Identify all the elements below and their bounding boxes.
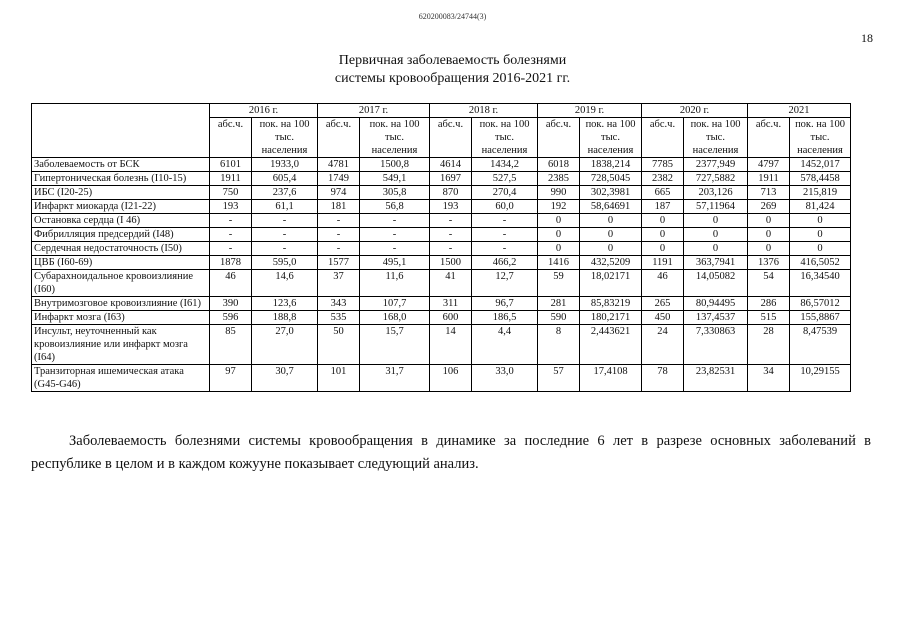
abs-count-cell: 8: [538, 325, 580, 365]
rate-cell: -: [472, 214, 538, 228]
abs-count-cell: 1416: [538, 256, 580, 270]
abs-count-cell: 1911: [210, 172, 252, 186]
rate-cell: 96,7: [472, 297, 538, 311]
abs-count-cell: 0: [642, 214, 684, 228]
abs-count-cell: 7785: [642, 158, 684, 172]
abs-count-cell: 193: [210, 200, 252, 214]
abs-count-cell: 0: [538, 214, 580, 228]
abs-count-cell: 4781: [318, 158, 360, 172]
rate-cell: 23,82531: [684, 365, 748, 392]
abs-count-cell: 286: [748, 297, 790, 311]
abs-count-cell: 590: [538, 311, 580, 325]
rate-cell: 56,8: [360, 200, 430, 214]
rate-cell: 305,8: [360, 186, 430, 200]
abs-count-cell: 1376: [748, 256, 790, 270]
rate-cell: 30,7: [252, 365, 318, 392]
abs-count-cell: 46: [210, 270, 252, 297]
abs-count-cell: 1577: [318, 256, 360, 270]
abs-count-cell: 535: [318, 311, 360, 325]
abs-count-cell: 37: [318, 270, 360, 297]
rate-cell: -: [472, 242, 538, 256]
table-row: [32, 186, 851, 200]
abs-count-cell: 596: [210, 311, 252, 325]
year-header: 2016 г.: [210, 104, 318, 118]
rate-cell: 2377,949: [684, 158, 748, 172]
abs-count-cell: 515: [748, 311, 790, 325]
abs-count-cell: 265: [642, 297, 684, 311]
rate-cell: 270,4: [472, 186, 538, 200]
abs-count-cell: -: [318, 214, 360, 228]
year-header: 2021: [748, 104, 851, 118]
rate-cell: 728,5045: [580, 172, 642, 186]
title-line-1: Первичная заболеваемость болезнями: [338, 53, 567, 68]
abs-count-cell: 192: [538, 200, 580, 214]
rate-cell: 86,57012: [790, 297, 851, 311]
rate-cell: 432,5209: [580, 256, 642, 270]
rate-cell: 0: [684, 214, 748, 228]
document-code: 620200083/24744(3): [418, 12, 487, 21]
abs-count-cell: 750: [210, 186, 252, 200]
abs-count-header: абс.ч.: [538, 118, 580, 158]
abs-count-cell: 41: [430, 270, 472, 297]
rate-header: пок. на 100 тыс. населения: [790, 118, 851, 158]
page-number: 18: [861, 31, 873, 45]
rate-cell: 18,02171: [580, 270, 642, 297]
year-header: 2018 г.: [430, 104, 538, 118]
rate-cell: 27,0: [252, 325, 318, 365]
rate-cell: 180,2171: [580, 311, 642, 325]
abs-count-cell: -: [430, 242, 472, 256]
rate-cell: 60,0: [472, 200, 538, 214]
abs-count-cell: 14: [430, 325, 472, 365]
abs-count-header: абс.ч.: [318, 118, 360, 158]
rate-cell: 363,7941: [684, 256, 748, 270]
row-label: ЦВБ (I60-69): [32, 256, 210, 270]
abs-count-cell: 1749: [318, 172, 360, 186]
abs-count-cell: -: [318, 228, 360, 242]
table-row: [32, 228, 851, 242]
title-line-2: системы кровообращения 2016-2021 гг.: [334, 71, 571, 86]
table-row: [32, 214, 851, 228]
abs-count-cell: 106: [430, 365, 472, 392]
rate-cell: 58,64691: [580, 200, 642, 214]
rate-cell: 15,7: [360, 325, 430, 365]
rate-header: пок. на 100 тыс. населения: [580, 118, 642, 158]
abs-count-cell: 665: [642, 186, 684, 200]
abs-count-cell: 990: [538, 186, 580, 200]
table-row: [32, 270, 851, 297]
row-label: Заболеваемость от БСК: [32, 158, 210, 172]
rate-cell: 416,5052: [790, 256, 851, 270]
rate-cell: 81,424: [790, 200, 851, 214]
rate-cell: 605,4: [252, 172, 318, 186]
rate-cell: -: [252, 228, 318, 242]
rate-cell: 237,6: [252, 186, 318, 200]
rate-cell: 0: [790, 228, 851, 242]
table-row: [32, 365, 851, 392]
abs-count-cell: 97: [210, 365, 252, 392]
abs-count-cell: 600: [430, 311, 472, 325]
abs-count-cell: 4797: [748, 158, 790, 172]
rate-cell: 595,0: [252, 256, 318, 270]
abs-count-cell: -: [430, 228, 472, 242]
abs-count-cell: 4614: [430, 158, 472, 172]
row-label: Инсульт, неуточненный как кровоизлияние или инфаркт мозга (I64): [32, 325, 210, 365]
rate-cell: 33,0: [472, 365, 538, 392]
abs-count-cell: 6101: [210, 158, 252, 172]
abs-count-cell: 24: [642, 325, 684, 365]
table-row: [32, 158, 851, 172]
rate-cell: 0: [684, 228, 748, 242]
rate-cell: 85,83219: [580, 297, 642, 311]
abs-count-cell: 870: [430, 186, 472, 200]
rate-cell: 527,5: [472, 172, 538, 186]
table-row: [32, 256, 851, 270]
abs-count-cell: 187: [642, 200, 684, 214]
rate-cell: -: [360, 214, 430, 228]
table-row: [32, 297, 851, 311]
rate-header: пок. на 100 тыс. населения: [360, 118, 430, 158]
abs-count-cell: 1911: [748, 172, 790, 186]
rate-cell: 188,8: [252, 311, 318, 325]
rate-cell: 168,0: [360, 311, 430, 325]
abs-count-header: абс.ч.: [210, 118, 252, 158]
rate-cell: 466,2: [472, 256, 538, 270]
rate-cell: 215,819: [790, 186, 851, 200]
page-title: [0, 52, 905, 88]
abs-count-cell: 2382: [642, 172, 684, 186]
corner-cell: [32, 104, 210, 158]
abs-count-cell: 34: [748, 365, 790, 392]
abs-count-cell: 59: [538, 270, 580, 297]
year-header: 2019 г.: [538, 104, 642, 118]
rate-cell: 14,6: [252, 270, 318, 297]
row-label: Инфаркт мозга (I63): [32, 311, 210, 325]
rate-cell: 0: [580, 228, 642, 242]
rate-cell: 17,4108: [580, 365, 642, 392]
rate-cell: 302,3981: [580, 186, 642, 200]
abs-count-cell: 1500: [430, 256, 472, 270]
abs-count-cell: 450: [642, 311, 684, 325]
table-row: [32, 172, 851, 186]
abs-count-cell: 1697: [430, 172, 472, 186]
rate-cell: 2,443621: [580, 325, 642, 365]
row-label: ИБС (I20-25): [32, 186, 210, 200]
rate-cell: 0: [790, 214, 851, 228]
abs-count-cell: 101: [318, 365, 360, 392]
abs-count-cell: 1878: [210, 256, 252, 270]
rate-cell: 61,1: [252, 200, 318, 214]
rate-cell: 4,4: [472, 325, 538, 365]
year-header: 2020 г.: [642, 104, 748, 118]
rate-cell: 107,7: [360, 297, 430, 311]
abs-count-cell: 0: [642, 242, 684, 256]
table-row: [32, 242, 851, 256]
rate-cell: 1452,017: [790, 158, 851, 172]
abs-count-cell: -: [430, 214, 472, 228]
rate-cell: 1933,0: [252, 158, 318, 172]
abs-count-cell: 343: [318, 297, 360, 311]
rate-cell: 549,1: [360, 172, 430, 186]
row-label: Внутримозговое кровоизлияние (I61): [32, 297, 210, 311]
year-header-row: [32, 104, 851, 118]
abs-count-cell: 713: [748, 186, 790, 200]
abs-count-cell: 6018: [538, 158, 580, 172]
abs-count-cell: 0: [748, 214, 790, 228]
row-label: Субарахноидальное кровоизлияние (I60): [32, 270, 210, 297]
incidence-table: [31, 103, 851, 392]
rate-cell: 137,4537: [684, 311, 748, 325]
rate-cell: 578,4458: [790, 172, 851, 186]
rate-cell: 123,6: [252, 297, 318, 311]
row-label: Инфаркт миокарда (I21-22): [32, 200, 210, 214]
abs-count-cell: 269: [748, 200, 790, 214]
abs-count-cell: 311: [430, 297, 472, 311]
rate-cell: 1434,2: [472, 158, 538, 172]
abs-count-cell: 0: [642, 228, 684, 242]
row-label: Гипертоническая болезнь (I10-15): [32, 172, 210, 186]
abs-count-cell: 974: [318, 186, 360, 200]
rate-cell: 8,47539: [790, 325, 851, 365]
rate-cell: 186,5: [472, 311, 538, 325]
row-label: Транзиторная ишемическая атака (G45-G46): [32, 365, 210, 392]
abs-count-cell: 28: [748, 325, 790, 365]
rate-cell: 0: [580, 242, 642, 256]
rate-cell: 57,11964: [684, 200, 748, 214]
abs-count-cell: 50: [318, 325, 360, 365]
rate-cell: 10,29155: [790, 365, 851, 392]
abs-count-cell: 193: [430, 200, 472, 214]
abs-count-cell: -: [210, 214, 252, 228]
abs-count-cell: 0: [748, 242, 790, 256]
abs-count-cell: 2385: [538, 172, 580, 186]
abs-count-cell: 54: [748, 270, 790, 297]
abs-count-cell: 1191: [642, 256, 684, 270]
rate-header: пок. на 100 тыс. населения: [684, 118, 748, 158]
rate-cell: 80,94495: [684, 297, 748, 311]
abs-count-header: абс.ч.: [430, 118, 472, 158]
rate-cell: 0: [580, 214, 642, 228]
year-header: 2017 г.: [318, 104, 430, 118]
abs-count-cell: 390: [210, 297, 252, 311]
rate-cell: -: [252, 242, 318, 256]
rate-cell: 11,6: [360, 270, 430, 297]
rate-cell: 1500,8: [360, 158, 430, 172]
abs-count-cell: 57: [538, 365, 580, 392]
row-label: Сердечная недостаточность (I50): [32, 242, 210, 256]
rate-cell: 727,5882: [684, 172, 748, 186]
abs-count-cell: 0: [748, 228, 790, 242]
rate-cell: 203,126: [684, 186, 748, 200]
abs-count-header: абс.ч.: [748, 118, 790, 158]
abs-count-cell: 46: [642, 270, 684, 297]
rate-cell: -: [472, 228, 538, 242]
rate-header: пок. на 100 тыс. населения: [472, 118, 538, 158]
abs-count-cell: 281: [538, 297, 580, 311]
abs-count-cell: -: [318, 242, 360, 256]
rate-cell: 0: [790, 242, 851, 256]
abs-count-cell: 78: [642, 365, 684, 392]
analysis-paragraph: Заболеваемость болезнями системы кровообращения в динамике за последние 6 лет в разрезе основных заболеваний в республике в целом и в каждом кожууне показывает следующий анализ.: [31, 433, 871, 472]
rate-cell: 495,1: [360, 256, 430, 270]
table-row: [32, 311, 851, 325]
row-label: Остановка сердца (I 46): [32, 214, 210, 228]
table-row: [32, 200, 851, 214]
abs-count-cell: -: [210, 242, 252, 256]
abs-count-cell: 85: [210, 325, 252, 365]
rate-cell: 12,7: [472, 270, 538, 297]
rate-cell: -: [252, 214, 318, 228]
abs-count-header: абс.ч.: [642, 118, 684, 158]
abs-count-cell: 0: [538, 242, 580, 256]
rate-header: пок. на 100 тыс. населения: [252, 118, 318, 158]
rate-cell: -: [360, 228, 430, 242]
rate-cell: 1838,214: [580, 158, 642, 172]
abs-count-cell: -: [210, 228, 252, 242]
rate-cell: 14,05082: [684, 270, 748, 297]
rate-cell: 0: [684, 242, 748, 256]
rate-cell: -: [360, 242, 430, 256]
rate-cell: 155,8867: [790, 311, 851, 325]
row-label: Фибрилляция предсердий (I48): [32, 228, 210, 242]
abs-count-cell: 0: [538, 228, 580, 242]
abs-count-cell: 181: [318, 200, 360, 214]
rate-cell: 7,330863: [684, 325, 748, 365]
table-row: [32, 325, 851, 365]
rate-cell: 31,7: [360, 365, 430, 392]
rate-cell: 16,34540: [790, 270, 851, 297]
